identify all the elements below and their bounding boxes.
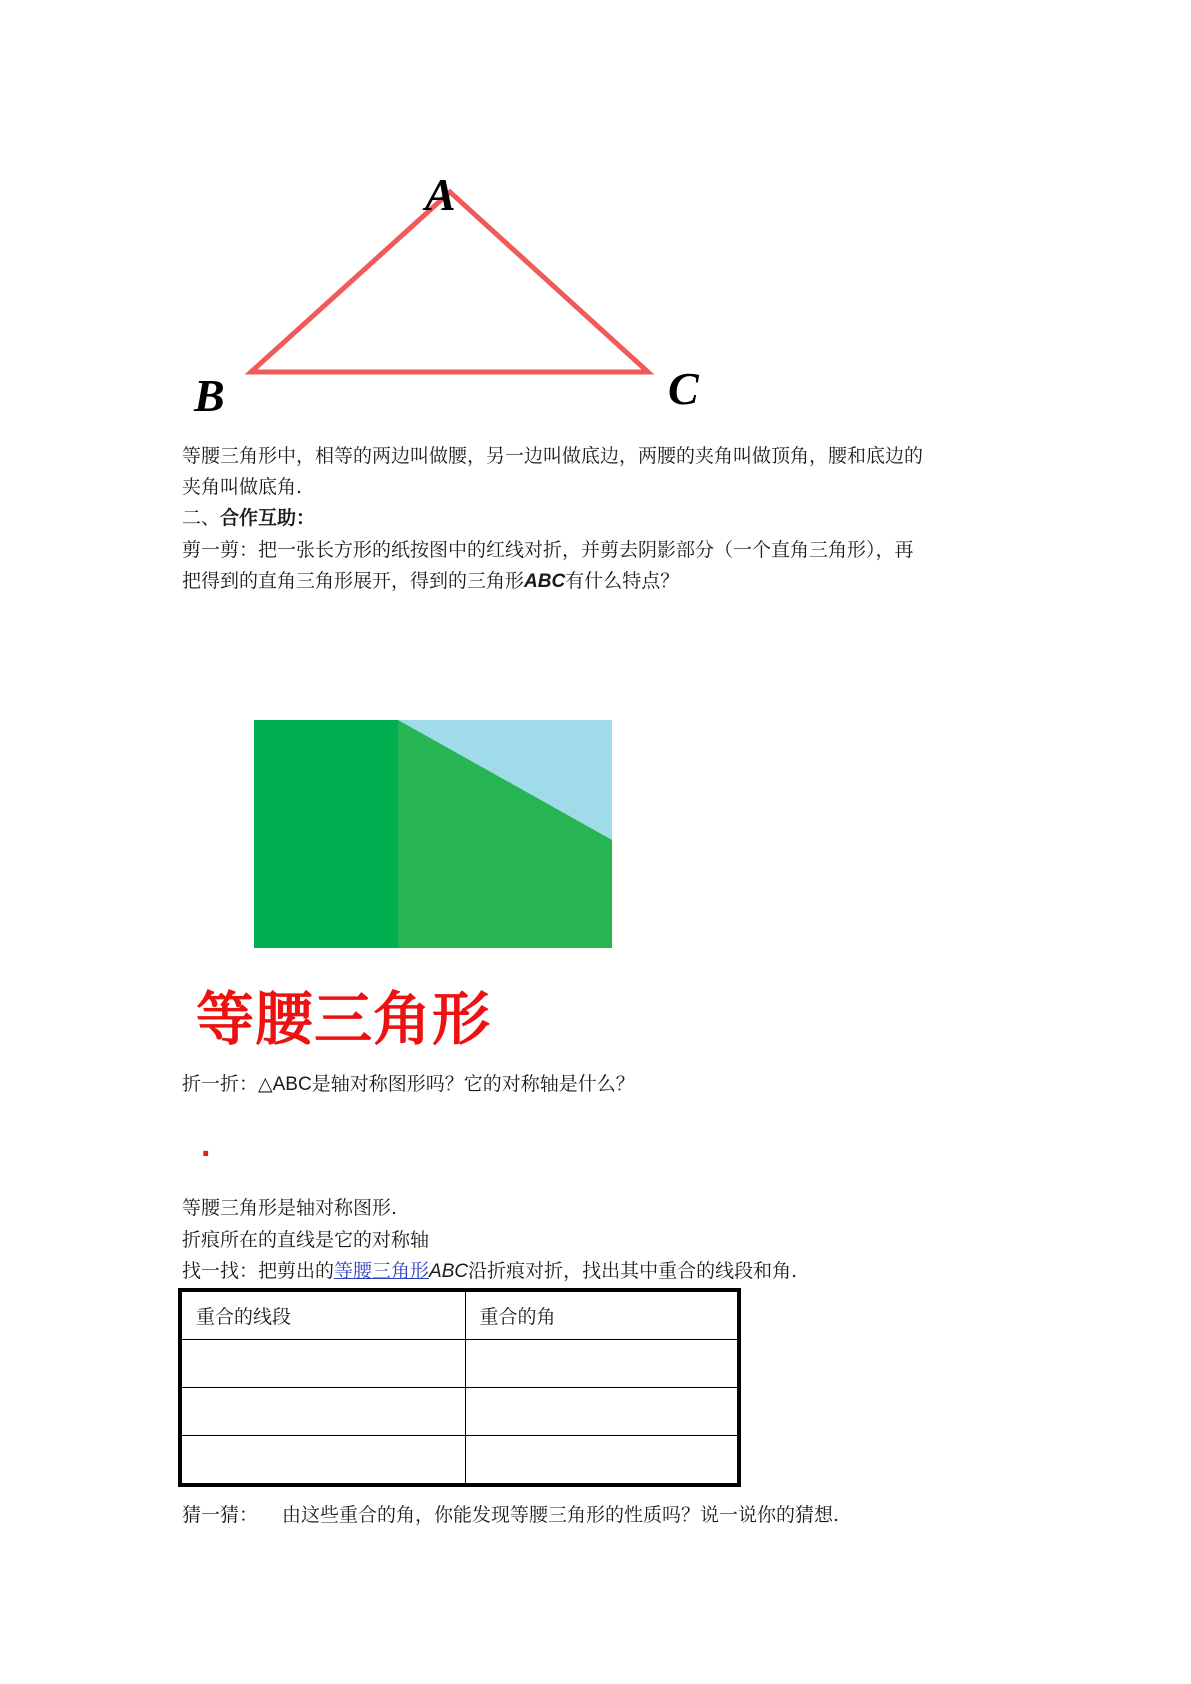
definition-line-2: 夹角叫做底角. xyxy=(182,476,303,498)
cut-activity-question: 有什么特点？ xyxy=(565,570,680,592)
triangle-abc-figure xyxy=(0,0,1191,420)
angle-cell[interactable] xyxy=(465,1340,739,1388)
find-activity-suffix: 沿折痕对折，找出其中重合的线段和角. xyxy=(468,1260,798,1282)
header-overlapping-angles: 重合的角 xyxy=(465,1290,739,1340)
isosceles-triangle-banner: 等腰三角形 xyxy=(196,985,492,1053)
cut-activity-text: 把得到的直角三角形展开，得到的三角形 xyxy=(182,570,525,592)
vertex-label-c: C xyxy=(668,363,699,414)
angle-cell[interactable] xyxy=(465,1436,739,1486)
guess-activity-text: 由这些重合的角，你能发现等腰三角形的性质吗？说一说你的猜想. xyxy=(282,1504,840,1526)
paper-left-panel xyxy=(254,720,398,948)
table-row xyxy=(180,1340,739,1388)
angle-cell[interactable] xyxy=(465,1388,739,1436)
find-activity-line xyxy=(182,1256,797,1287)
cut-activity-abc: ABC xyxy=(524,571,566,592)
find-activity-prefix: 找一找：把剪出的 xyxy=(182,1260,335,1282)
definition-line-1: 等腰三角形中，相等的两边叫做腰，另一边叫做底边，两腰的夹角叫做顶角，腰和底边的 xyxy=(182,445,924,467)
fold-activity-triangle-name: △ABC xyxy=(258,1074,312,1095)
folded-paper-figure xyxy=(250,720,614,950)
conclusion-line-2: 折痕所在的直线是它的对称轴 xyxy=(182,1229,430,1251)
cut-activity-line-2 xyxy=(182,566,679,597)
isosceles-triangle-link[interactable]: 等腰三角形 xyxy=(334,1260,430,1282)
segment-cell[interactable] xyxy=(180,1388,465,1436)
header-overlapping-segments: 重合的线段 xyxy=(180,1290,465,1340)
table-row xyxy=(180,1388,739,1436)
find-activity-abc: ABC xyxy=(429,1261,469,1282)
segment-cell[interactable] xyxy=(180,1436,465,1486)
fold-activity-prefix: 折一折： xyxy=(182,1073,259,1095)
guess-activity-prefix: 猜一猜： xyxy=(182,1504,259,1526)
red-dot-marker: . xyxy=(201,1126,211,1164)
cut-activity-line-1: 剪一剪：把一张长方形的纸按图中的红线对折，并剪去阴影部分（一个直角三角形），再 xyxy=(182,539,914,561)
conclusion-line-1: 等腰三角形是轴对称图形. xyxy=(182,1197,398,1219)
section-heading-number: 二、 xyxy=(182,507,221,529)
guess-activity-line xyxy=(182,1500,839,1530)
vertex-label-a: A xyxy=(425,169,456,220)
segment-cell[interactable] xyxy=(180,1340,465,1388)
fold-activity-question: 是轴对称图形吗？它的对称轴是什么？ xyxy=(311,1073,635,1095)
fold-activity-line xyxy=(182,1069,635,1100)
section-heading xyxy=(182,503,315,533)
overlap-table xyxy=(178,1288,741,1487)
section-heading-title: 合作互助： xyxy=(220,507,316,529)
vertex-label-b: B xyxy=(194,370,225,421)
table-row xyxy=(180,1436,739,1486)
table-header-row xyxy=(180,1290,739,1340)
